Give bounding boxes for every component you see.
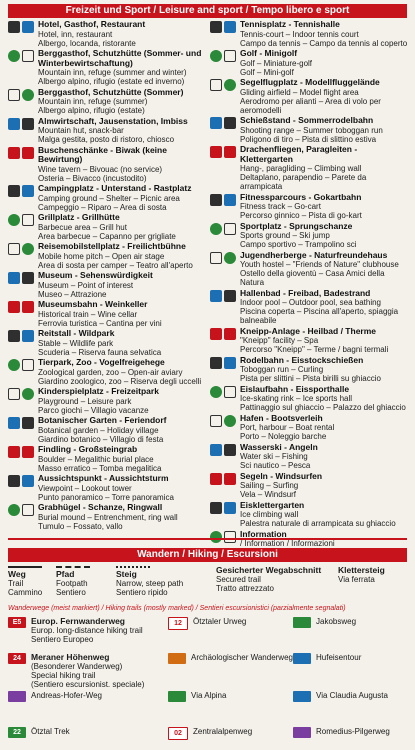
leisure-right-entry — [210, 414, 408, 442]
entry-translation: Sports ground – Ski jump — [240, 231, 330, 240]
trail-marker-icon — [293, 653, 311, 664]
leisure-column-right — [210, 20, 408, 550]
entry-title: Kneipp-Anlage - Heilbad / Therme — [240, 325, 377, 336]
divider — [8, 528, 407, 540]
entry-translation: Vela – Windsurf — [240, 490, 297, 499]
leisure-left-entry — [8, 300, 206, 328]
entry-translation: Tumulo – Fossato, vallo — [38, 521, 123, 531]
entry-title: Museum - Sehenswürdigkeit — [38, 270, 153, 280]
map-symbol-icon — [210, 252, 236, 264]
entry-translation: Campeggio – Riparo – Area di sosta — [38, 202, 167, 212]
entry-translation: Ferrovia turistica – Cantina per vini — [38, 318, 162, 328]
entry-translation: Playground – Leisure park — [38, 396, 132, 406]
entry-translation: Pattinaggio sul ghiaccio – Palazzo del ghiaccio — [240, 403, 406, 412]
steep-path-line-icon — [116, 566, 150, 568]
entry-translation: Gliding airfield – Model flight area — [240, 87, 359, 97]
map-symbol-icon — [210, 146, 236, 158]
entry-title: Botanischer Garten - Feriendorf — [38, 415, 167, 425]
map-symbol-icon — [8, 359, 34, 371]
map-symbol-icon — [210, 386, 236, 398]
entry-translation: Tennis-court – Indoor tennis court — [240, 29, 359, 39]
leisure-left-entry — [8, 358, 206, 386]
entry-translation: Percorso ginnico – Pista di go-kart — [240, 211, 362, 220]
entry-translation: Sailing – Surfing — [240, 481, 299, 490]
footpath-line-icon — [56, 566, 90, 568]
entry-translation: Shooting range – Summer toboggan run — [240, 125, 383, 135]
entry-translation: Scuderia – Riserva fauna selvatica — [38, 347, 162, 357]
trail-label: Ötztaler Urweg — [193, 617, 247, 626]
entry-title: Hafen - Bootsverleih — [240, 412, 323, 423]
trail-marker-icon — [293, 617, 311, 628]
entry-title: Tierpark, Zoo - Vogelfreigehege — [38, 357, 165, 367]
trail-title: Europ. Fernwanderweg — [31, 616, 125, 626]
trail-label: Zentralalpenweg — [193, 727, 253, 736]
entry-translation: Albergo, locanda, ristorante — [38, 38, 136, 48]
trail-item — [8, 727, 70, 738]
leisure-right-entry — [210, 289, 408, 326]
entry-translation: Piscina coperta – Piscina all'aperto, spiaggia balneabile — [240, 307, 399, 325]
map-symbol-icon — [8, 147, 34, 159]
entry-translation: Botanical garden – Holiday village — [38, 425, 159, 435]
entry-translation: Ice-skating rink – Ice sports hall — [240, 394, 353, 403]
leisure-left-entry — [8, 117, 206, 145]
entry-translation: Palestra naturale di arrampicata su ghiaccio — [240, 519, 396, 528]
trail-marker-icon — [293, 691, 311, 702]
legend-via-ferrata: Klettersteig Via ferrata — [338, 565, 385, 584]
entry-title: Schießstand - Sommerrodelbahn — [240, 115, 374, 125]
map-symbol-icon — [8, 272, 34, 284]
legend-footpath: Pfad Footpath Sentiero — [56, 566, 90, 597]
entry-translation: Porto – Noleggio barche — [240, 432, 327, 441]
leisure-right-entry — [210, 385, 408, 413]
entry-title: Museumsbahn - Weinkeller — [38, 299, 148, 309]
entry-translation: Toboggan run – Curling — [240, 365, 324, 374]
leisure-left-entry — [8, 445, 206, 473]
trail-marker-icon: 24 — [8, 653, 26, 664]
entry-translation: Golf – Mini-golf — [240, 67, 294, 77]
trail-label: Romedius-Pilgerweg — [316, 727, 390, 736]
entry-translation: / Information / Informazioni — [240, 539, 335, 548]
entry-translation: Area di sosta per camper – Teatro all'aperto — [38, 260, 193, 270]
entry-title: Findling - Großsteingrab — [38, 444, 138, 454]
map-symbol-icon — [210, 79, 236, 91]
entry-translation: Museum – Point of interest — [38, 280, 134, 290]
map-symbol-icon — [8, 446, 34, 458]
trail-item — [168, 653, 293, 664]
trail-marker-icon — [168, 691, 186, 702]
entry-translation: Stable – Wildlife park — [38, 338, 114, 348]
entry-title: Information — [240, 528, 287, 539]
leisure-left-entry — [8, 329, 206, 357]
entry-title: Eislaufbahn - Eissporthalle — [240, 383, 350, 394]
trail-type-legend — [8, 566, 407, 600]
map-symbol-icon — [210, 357, 236, 369]
entry-title: Buschenschänke - Biwak (keine Bewirtung) — [38, 144, 167, 164]
entry-title: Kinderspielplatz - Freizeitpark — [38, 386, 159, 396]
trail-item — [293, 653, 361, 664]
entry-title: Almwirtschaft, Jausenstation, Imbiss — [38, 115, 188, 126]
entry-translation: Poligono di tiro – Pista di slittino estiva — [240, 134, 377, 144]
trail-label: Special hiking trail — [31, 671, 96, 680]
hiking-legend — [8, 566, 407, 750]
map-symbol-icon — [8, 388, 34, 400]
trail-label: Ötztal Trek — [31, 727, 70, 736]
entry-translation: Area barbecue – Capanno per grigliate — [38, 231, 176, 241]
trail-item — [8, 617, 143, 644]
leisure-right-entry — [210, 193, 408, 221]
entry-translation: Barbecue area – Grill hut — [38, 222, 127, 232]
trail-marker-icon — [293, 727, 311, 738]
entry-translation: Boulder – Megalithic burial place — [38, 454, 154, 464]
map-symbol-icon — [8, 417, 34, 429]
trail-item — [168, 617, 246, 630]
entry-translation: Water ski – Fishing — [240, 452, 308, 461]
entry-translation: "Kneipp" facility – Spa — [240, 336, 319, 345]
entry-title: Grabhügel - Schanze, Ringwall — [38, 502, 163, 512]
leisure-right-entry — [210, 78, 408, 115]
trail-marker-icon: E5 — [8, 617, 26, 628]
leisure-left-entry — [8, 146, 206, 183]
entry-title: Campingplatz - Unterstand - Rastplatz — [38, 183, 192, 193]
trail-label: Via Claudia Augusta — [316, 691, 388, 700]
entry-translation: Hang-, paragliding – Climbing wall — [240, 164, 362, 173]
trail-list — [8, 617, 407, 750]
entry-translation: Pista per slittini – Pista birilli su ghiaccio — [240, 374, 381, 383]
trail-marker-icon — [168, 653, 186, 664]
entry-title: Drachenfliegen, Paragleiten - Klettergarten — [240, 144, 358, 164]
trail-marker-icon — [8, 691, 26, 702]
trail-title: Meraner Höhenweg — [31, 652, 110, 662]
entry-translation: Indoor pool – Outdoor pool, sea bathing — [240, 298, 381, 307]
entry-translation: Historical train – Wine cellar — [38, 309, 138, 319]
map-symbol-icon — [210, 194, 236, 206]
leisure-right-entry — [210, 251, 408, 288]
section-header-hiking: Wandern / Hiking / Escursioni — [8, 548, 407, 562]
trail-label: (Sentiero escursionist. speciale) — [31, 680, 145, 689]
entry-translation: Sci nautico – Pesca — [240, 461, 311, 470]
entry-translation: Mountain inn, refuge (summer and winter) — [38, 68, 187, 77]
map-symbol-icon — [8, 243, 34, 255]
map-symbol-icon — [8, 185, 34, 197]
entry-translation: Mobile home pitch – Open air stage — [38, 251, 165, 261]
entry-translation: Percorso "Kneipp" – Terme / bagni termali — [240, 345, 389, 354]
map-symbol-icon — [210, 50, 236, 62]
map-symbol-icon — [8, 330, 34, 342]
leisure-left-entry — [8, 416, 206, 444]
map-symbol-icon — [210, 290, 236, 302]
entry-title: Hallenbad - Freibad, Badestrand — [240, 287, 371, 298]
entry-title: Segelflugplatz - Modellfluggelände — [240, 77, 380, 87]
map-symbol-icon — [210, 502, 236, 514]
trail-label: Jakobsweg — [316, 617, 357, 626]
entry-title: Reisemobilstellplatz - Freilichtbühne — [38, 241, 186, 251]
entry-translation: Campo da tennis – Campo da tennis al coperto — [240, 38, 408, 48]
entry-translation: Giardino zoologico, zoo – Riserva degli uccelli — [38, 376, 202, 386]
entry-title: Hotel, Gasthof, Restaurant — [38, 19, 146, 29]
leisure-right-entry — [210, 145, 408, 191]
leisure-left-entry — [8, 242, 206, 270]
entry-translation: Youth hostel – "Friends of Nature" clubhouse — [240, 260, 399, 269]
leisure-left-entry — [8, 88, 206, 116]
trail-item — [293, 691, 388, 702]
trail-item — [293, 617, 356, 628]
leisure-right-entry — [210, 472, 408, 500]
entry-translation: Camping ground – Shelter – Picnic area — [38, 193, 180, 203]
leisure-left-entry — [8, 213, 206, 241]
leisure-right-entry — [210, 49, 408, 77]
map-symbol-icon — [210, 223, 236, 235]
entry-translation: Viewpoint – Lookout tower — [38, 483, 132, 493]
entry-title: Berggasthof, Schutzhütte (Sommer) — [38, 86, 184, 97]
leisure-right-entry — [210, 501, 408, 529]
entry-title: Berggasthof, Schutzhütte (Sommer- und Winterbewirtschaftung) — [38, 48, 202, 68]
map-symbol-icon — [8, 21, 34, 33]
leisure-left-entry — [8, 387, 206, 415]
trail-item — [8, 653, 144, 689]
entry-translation: Wine tavern – Bivouac (no service) — [38, 164, 163, 174]
entry-translation: Museo – Attrazione — [38, 289, 107, 299]
map-symbol-icon — [8, 89, 34, 101]
map-symbol-icon — [8, 301, 34, 313]
leisure-left-entry — [8, 49, 206, 86]
trail-label: Archäologischer Wanderweg — [191, 653, 293, 662]
map-symbol-icon — [8, 50, 34, 62]
trail-marker-icon: 22 — [8, 727, 26, 738]
entry-title: Golf - Minigolf — [240, 48, 298, 58]
map-symbol-icon — [210, 21, 236, 33]
entry-translation: Giardino botanico – Villagio di festa — [38, 434, 164, 444]
entry-title: Grillplatz - Grillhütte — [38, 212, 120, 222]
entry-title: Tennisplatz - Tennishalle — [240, 19, 340, 29]
entry-translation: Zoological garden, zoo – Open-air aviary — [38, 367, 183, 377]
entry-translation: Punto panoramico – Torre panoramica — [38, 492, 174, 502]
section-header-leisure: Freizeit und Sport / Leisure and sport / Tempo libero e sport — [8, 4, 407, 18]
leisure-right-entry — [210, 356, 408, 384]
trail-label: Sentiero Europeo — [31, 635, 94, 644]
trail-line-icon — [8, 566, 42, 568]
map-symbol-icon — [8, 504, 34, 516]
leisure-left-entry — [8, 271, 206, 299]
entry-translation: Mountain hut, snack-bar — [38, 126, 124, 135]
trail-label: Hufeisentour — [316, 653, 362, 662]
entry-translation: Campo sportivo – Trampolino sci — [240, 240, 357, 249]
entry-translation: Osteria – Bivacco (incustodito) — [38, 173, 147, 183]
leisure-column-left — [8, 20, 206, 532]
trail-item — [168, 691, 226, 702]
map-symbol-icon — [210, 328, 236, 340]
trail-item — [8, 691, 102, 702]
leisure-right-entry — [210, 116, 408, 144]
entry-translation: Albergo alpino, rifugio (estate ed inverno) — [38, 77, 185, 86]
legend-secured-trail: Gesicherter Wegabschnitt Secured trail Tratto attrezzato — [216, 565, 322, 593]
legend-trail: Weg Trail Cammino — [8, 566, 42, 597]
leisure-legend — [8, 19, 408, 548]
entry-translation: Malga gestita, posto di ristoro, chiosco — [38, 135, 175, 144]
entry-translation: Fitness track – Go-cart — [240, 202, 321, 211]
leisure-right-entry — [210, 222, 408, 250]
entry-translation: Ostello della gioventù – Casa Amici della Natura — [240, 269, 385, 287]
entry-title: Segeln - Windsurfen — [240, 470, 323, 481]
entry-title: Eisklettergarten — [240, 499, 305, 510]
entry-title: Rodelbahn - Eisstockschießen — [240, 354, 364, 365]
entry-translation: Hotel, inn, restaurant — [38, 29, 113, 39]
trail-item — [168, 727, 252, 740]
entry-title: Sportplatz - Sprungschanze — [240, 220, 353, 231]
hiking-note: Wanderwege (meist markiert) / Hiking trails (mostly marked) / Sentieri escursionistici (parzialmente segnalati) — [8, 605, 346, 612]
leisure-left-entry — [8, 474, 206, 502]
leisure-left-entry — [8, 184, 206, 212]
entry-title: Fitnessparcours - Gokartbahn — [240, 191, 362, 202]
entry-translation: Masso erratico – Tomba megalitica — [38, 463, 162, 473]
map-symbol-icon — [210, 473, 236, 485]
entry-translation: Deltaplano, parapendio – Parete da arrampicata — [240, 173, 367, 191]
map-symbol-icon — [210, 117, 236, 129]
entry-translation: Ice climbing wall — [240, 510, 299, 519]
leisure-right-entry — [210, 327, 408, 355]
map-symbol-icon — [8, 118, 34, 130]
entry-translation: Burial mound – Entrenchment, ring wall — [38, 512, 178, 522]
entry-translation: Port, harbour – Boat rental — [240, 423, 335, 432]
entry-translation: Albergo alpino, rifugio (estate) — [38, 106, 145, 115]
leisure-right-entry — [210, 20, 408, 48]
trail-label: Europ. long-distance hiking trail — [31, 626, 143, 635]
map-symbol-icon — [8, 475, 34, 487]
trail-item — [293, 727, 390, 738]
legend-steep-path: Steig Narrow, steep path Sentiero ripido — [116, 566, 183, 597]
trail-label: Andreas-Hofer-Weg — [31, 691, 102, 700]
trail-label: Via Alpina — [191, 691, 227, 700]
leisure-left-entry — [8, 20, 206, 48]
leisure-left-entry — [8, 503, 206, 531]
entry-title: Aussichtspunkt - Aussichtsturm — [38, 473, 169, 483]
entry-translation: Parco giochi – Villagio vacanze — [38, 405, 149, 415]
leisure-right-entry — [210, 443, 408, 471]
entry-title: Wasserski - Angeln — [240, 441, 318, 452]
trail-marker-icon: 02 — [168, 727, 188, 740]
entry-translation: Mountain inn, refuge (summer) — [38, 97, 148, 106]
map-symbol-icon — [8, 214, 34, 226]
entry-translation: Golf – Miniature-golf — [240, 58, 313, 68]
trail-label: (Besonderer Wanderweg) — [31, 662, 123, 671]
entry-title: Reitstall - Wildpark — [38, 328, 115, 338]
map-symbol-icon — [210, 444, 236, 456]
entry-title: Jugendherberge - Naturfreundehaus — [240, 249, 388, 260]
entry-translation: Aerodromo per alianti – Area di volo per aeromodelli — [240, 96, 381, 115]
trail-marker-icon: 12 — [168, 617, 188, 630]
map-symbol-icon — [210, 415, 236, 427]
